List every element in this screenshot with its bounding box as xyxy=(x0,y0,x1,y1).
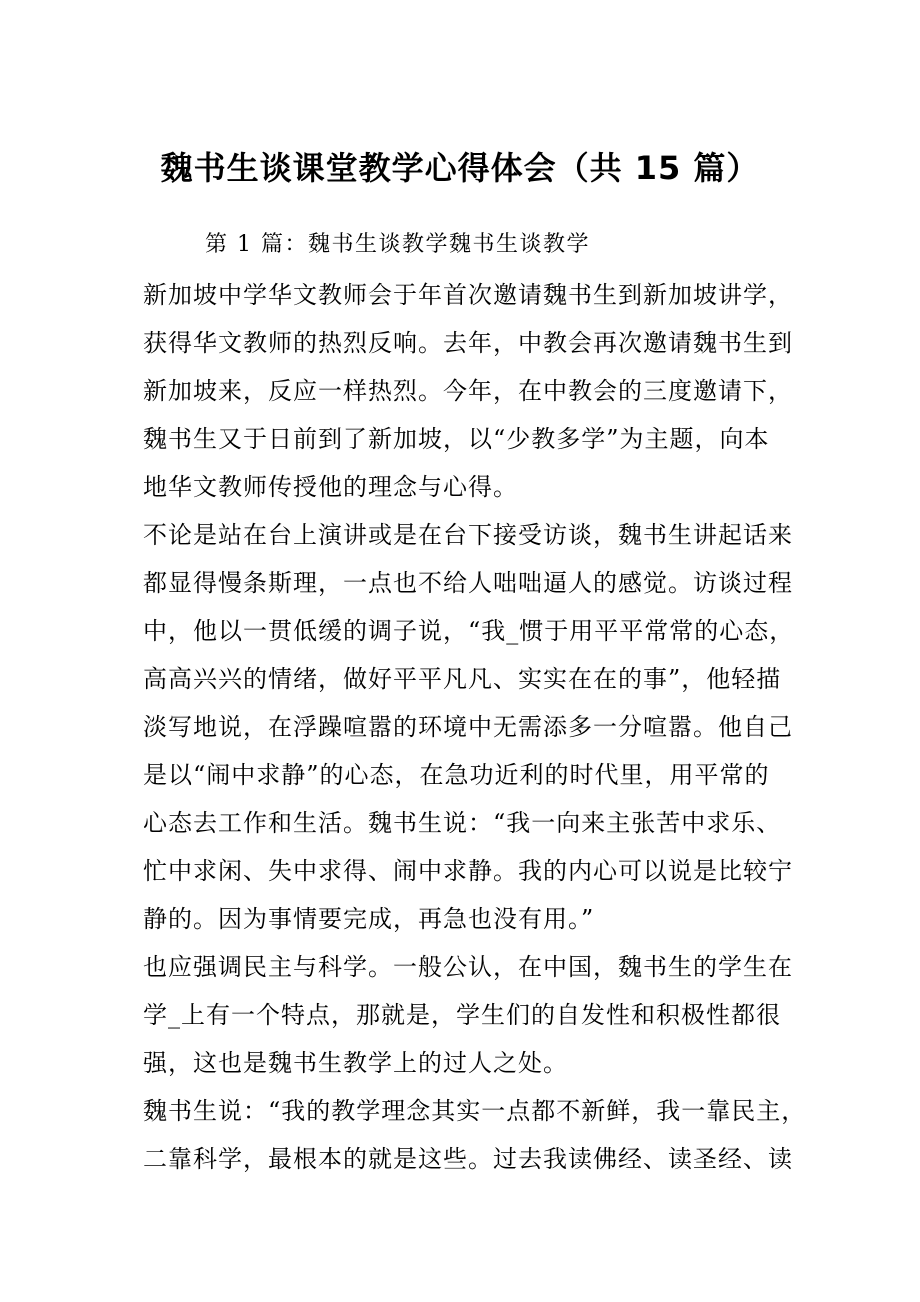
text-line: 强，这也是魏书生教学上的过人之处。 xyxy=(143,1049,568,1077)
text-line: 静的。因为事情要完成，再急也没有用。” xyxy=(143,905,595,933)
paragraph-3 xyxy=(143,943,843,1087)
text-line: 高高兴兴的情绪，做好平平凡凡、实实在在的事”，他轻描 xyxy=(143,665,782,693)
text-line: 中，他以一贯低缓的调子说，“我_惯于用平平常常的心态， xyxy=(143,617,795,645)
paragraph-1 xyxy=(143,271,843,511)
text-line: 心态去工作和生活。魏书生说：“我一向来主张苦中求乐、 xyxy=(143,809,782,837)
paragraph-4 xyxy=(143,1087,843,1183)
text-line: 魏书生又于日前到了新加坡，以“少教多学”为主题，向本 xyxy=(143,425,770,453)
text-line: 是以“闹中求静”的心态，在急功近利的时代里，用平常的 xyxy=(143,761,770,789)
document-title: 魏书生谈课堂教学心得体会（共 15 篇） xyxy=(160,149,760,187)
text-line: 获得华文教师的热烈反响。去年，中教会再次邀请魏书生到 xyxy=(143,329,793,357)
paragraph-2 xyxy=(143,511,843,943)
text-line: 新加坡来，反应一样热烈。今年，在中教会的三度邀请下， xyxy=(143,377,793,405)
text-line: 学_上有一个特点，那就是，学生们的自发性和积极性都很 xyxy=(143,1001,781,1029)
text-line: 地华文教师传授他的理念与心得。 xyxy=(143,473,518,501)
text-line: 也应强调民主与科学。一般公认，在中国，魏书生的学生在 xyxy=(143,953,793,981)
text-line: 淡写地说，在浮躁喧嚣的环境中无需添多一分喧嚣。他自己 xyxy=(143,713,793,741)
text-line: 忙中求闲、失中求得、闹中求静。我的内心可以说是比较宁 xyxy=(143,857,793,885)
text-line: 魏书生说：“我的教学理念其实一点都不新鲜，我一靠民主， xyxy=(143,1097,807,1125)
text-line: 都显得慢条斯理，一点也不给人咄咄逼人的感觉。访谈过程 xyxy=(143,569,793,597)
text-line: 新加坡中学华文教师会于年首次邀请魏书生到新加坡讲学， xyxy=(143,281,793,309)
text-line: 二靠科学，最根本的就是这些。过去我读佛经、读圣经、读 xyxy=(143,1145,793,1173)
text-line: 不论是站在台上演讲或是在台下接受访谈，魏书生讲起话来 xyxy=(143,521,793,549)
document-body xyxy=(143,271,843,1183)
section-heading: 第 1 篇：魏书生谈教学魏书生谈教学 xyxy=(205,232,590,257)
